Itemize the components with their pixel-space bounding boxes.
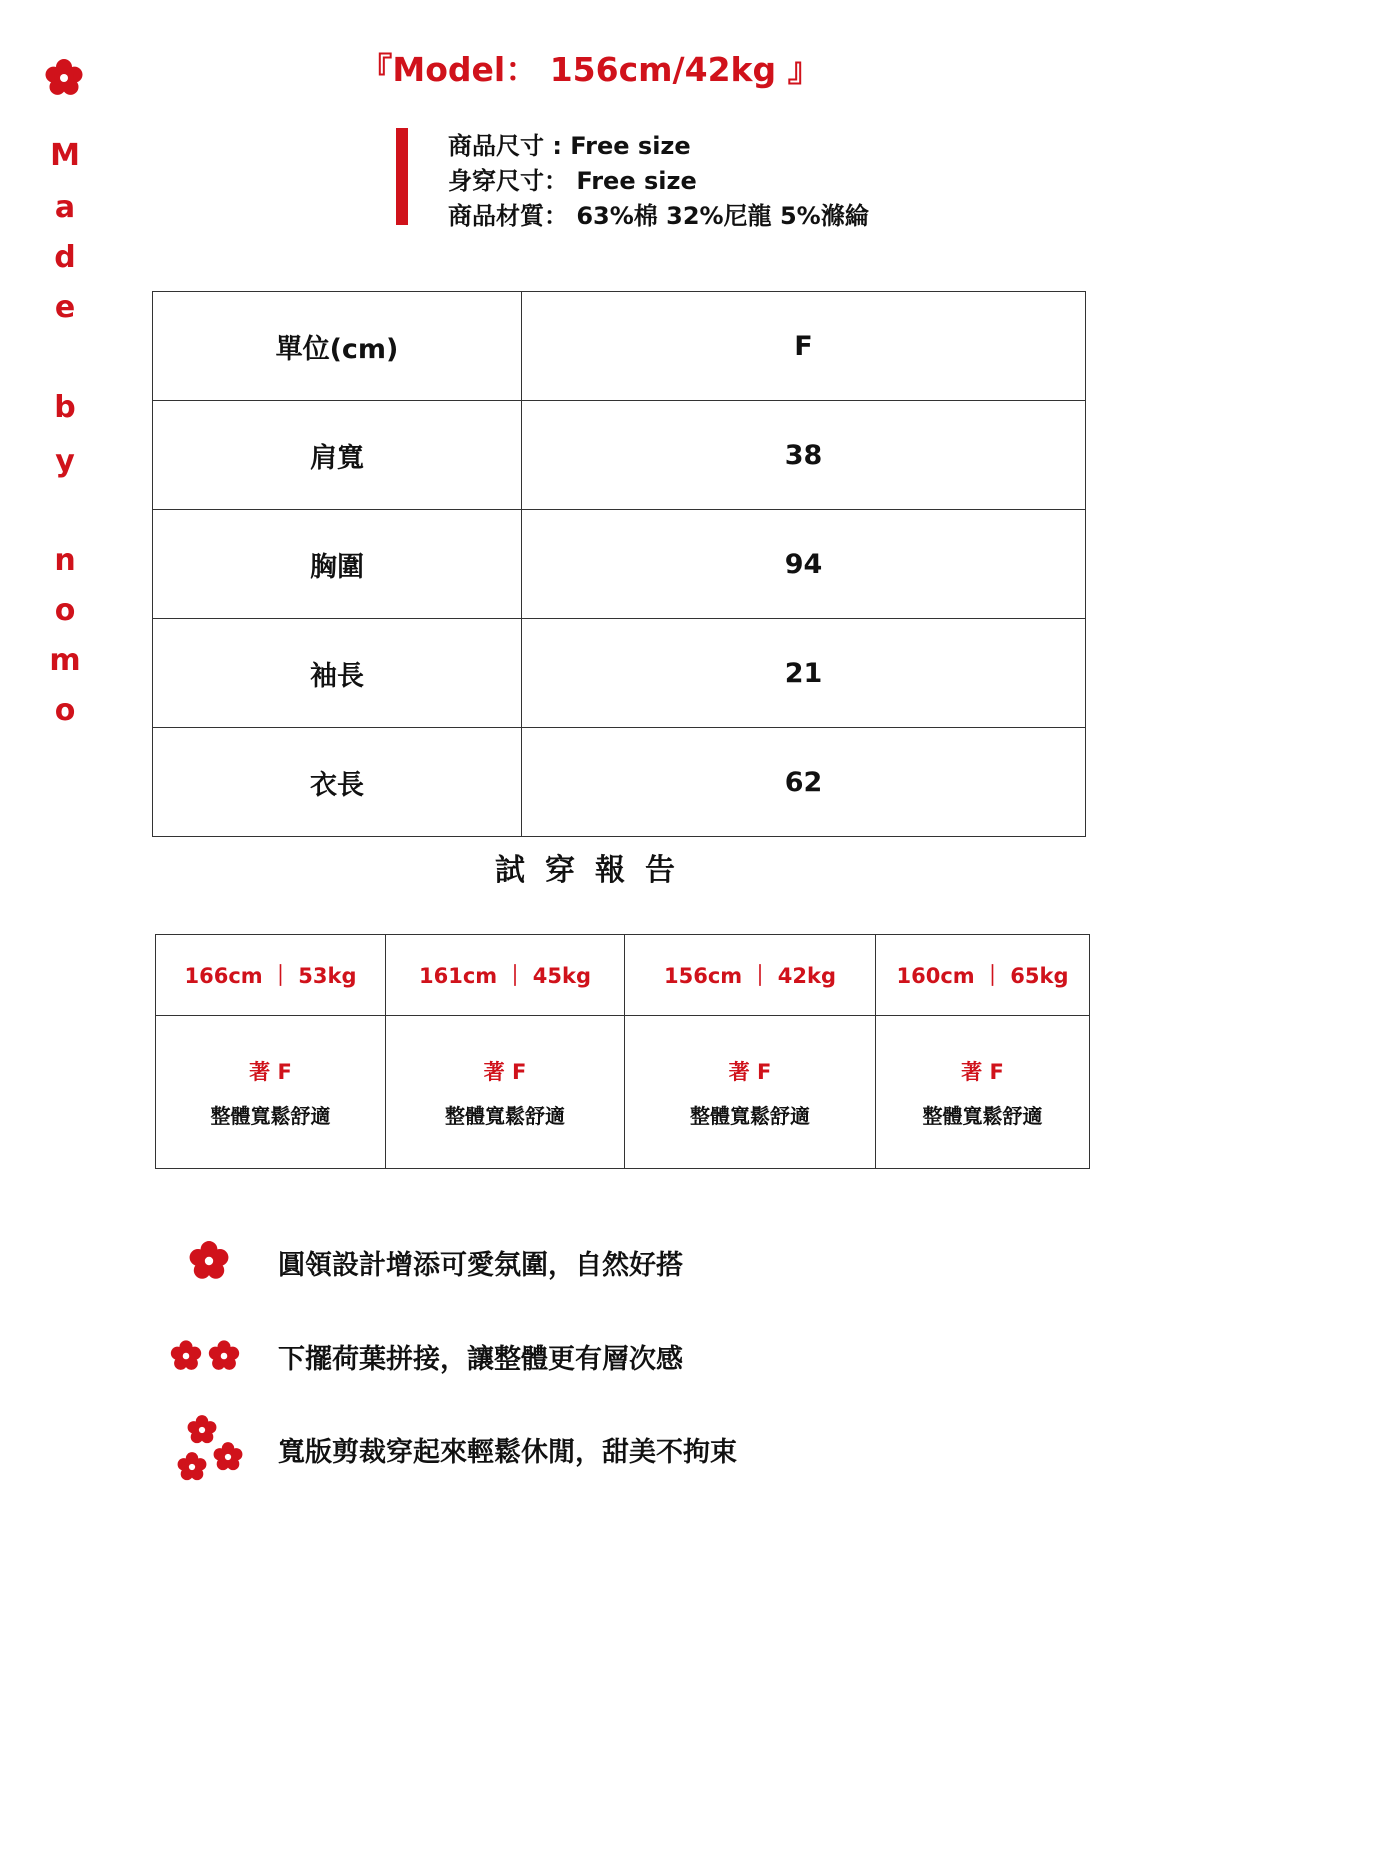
fit-size: 著 F [961, 1059, 1004, 1084]
trial-result-cell [876, 1016, 1090, 1169]
trial-report-title: 試穿報告 [495, 853, 695, 888]
spec-product-size: 商品尺寸 : Free size [448, 132, 691, 160]
size-header-cell: F [522, 292, 1086, 401]
trial-result-cell [625, 1016, 876, 1169]
brand-letter: y [55, 444, 75, 479]
feature-text: 寬版剪裁穿起來輕鬆休閒，甜美不拘束 [278, 1437, 737, 1468]
feature-text: 圓領設計增添可愛氛圍，自然好搭 [278, 1250, 683, 1281]
trial-stats-row [156, 935, 1090, 1016]
brand-letter: e [54, 290, 76, 325]
trial-stats-cell: 160cm ｜ 65kg [876, 935, 1090, 1016]
brand-letter: o [54, 693, 76, 728]
fit-comment: 整體寬鬆舒適 [210, 1103, 331, 1128]
fit-comment: 整體寬鬆舒適 [922, 1103, 1043, 1128]
trial-result-cell [386, 1016, 625, 1169]
trial-stats-cell: 161cm ｜ 45kg [386, 935, 625, 1016]
brand-letter: M [50, 138, 80, 173]
measure-label: 衣長 [153, 728, 522, 837]
unit-header-cell: 單位(cm) [153, 292, 522, 401]
trial-stats-cell: 166cm ｜ 53kg [156, 935, 386, 1016]
table-row [153, 510, 1086, 619]
measure-label: 袖長 [153, 619, 522, 728]
table-row [153, 401, 1086, 510]
measure-value: 62 [522, 728, 1086, 837]
measure-label: 肩寬 [153, 401, 522, 510]
two-flowers-icon [168, 1338, 244, 1374]
measure-label: 胸圍 [153, 510, 522, 619]
measure-value: 21 [522, 619, 1086, 728]
brand-letter: o [54, 593, 76, 628]
brand-letter: a [54, 190, 76, 225]
trial-result-cell [156, 1016, 386, 1169]
fit-size: 著 F [483, 1059, 527, 1084]
spec-accent-bar [396, 128, 408, 225]
fit-comment: 整體寬鬆舒適 [445, 1103, 565, 1128]
brand-letter: m [49, 643, 81, 678]
measure-value: 38 [522, 401, 1086, 510]
feature-text: 下擺荷葉拼接，讓整體更有層次感 [278, 1344, 683, 1375]
spec-wear-size: 身穿尺寸： Free size [448, 167, 697, 195]
fit-size: 著 F [249, 1059, 292, 1084]
three-flowers-icon [174, 1412, 248, 1486]
brand-letter: d [54, 240, 76, 275]
size-table [152, 291, 1086, 837]
fit-comment: 整體寬鬆舒適 [690, 1103, 810, 1128]
fit-size: 著 F [728, 1059, 772, 1084]
flower-icon [188, 1240, 230, 1282]
table-row [153, 728, 1086, 837]
size-table-header-row [153, 292, 1086, 401]
trial-stats-cell: 156cm ｜ 42kg [625, 935, 876, 1016]
brand-letter: b [54, 390, 76, 425]
trial-result-row [156, 1016, 1090, 1169]
table-row [153, 619, 1086, 728]
spec-material: 商品材質： 63%棉 32%尼龍 5%滌綸 [448, 202, 869, 230]
brand-letter: n [54, 543, 76, 578]
model-info-title: 『Model： 156cm/42kg 』 [359, 50, 821, 89]
measure-value: 94 [522, 510, 1086, 619]
trial-report-table [155, 934, 1090, 1169]
